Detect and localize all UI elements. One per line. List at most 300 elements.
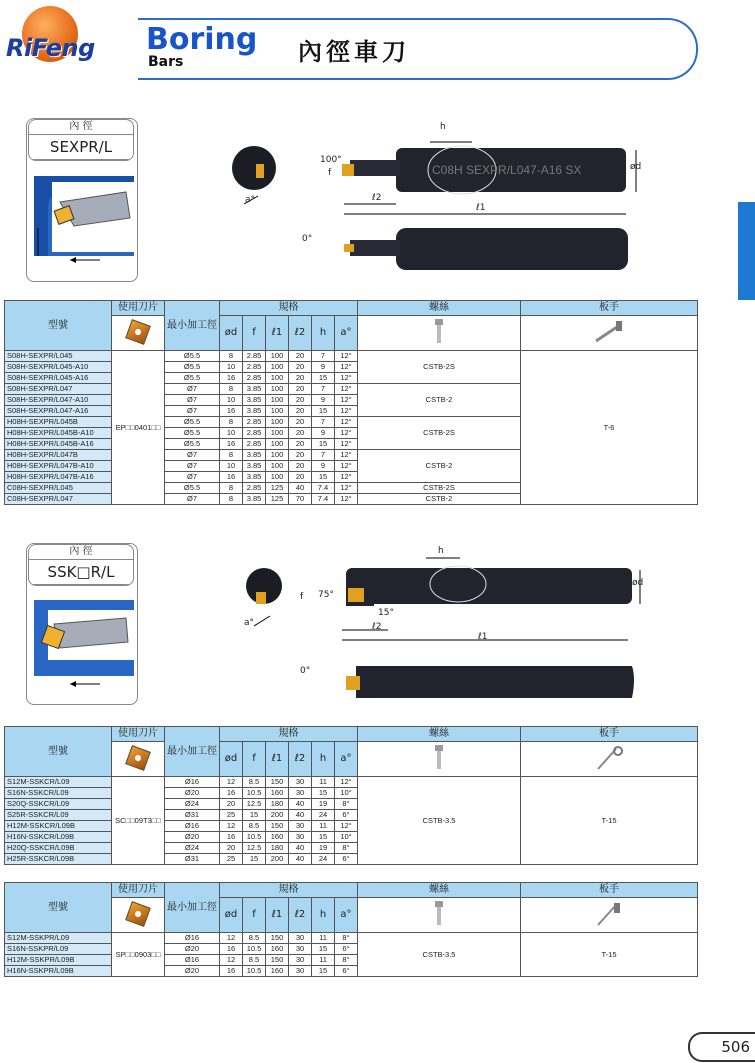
col-l1: ℓ1 xyxy=(266,898,289,933)
wrench-icon-cell-3 xyxy=(521,898,698,933)
spec-cell: 12° xyxy=(335,406,358,417)
bar-marking: C08H SEXPR/L047-A16 SX xyxy=(432,163,582,177)
spec-cell: 10 xyxy=(220,395,243,406)
spec-cell: 9 xyxy=(312,395,335,406)
page-title: Boring xyxy=(146,22,258,57)
col-a: a° xyxy=(335,898,358,933)
min-bore-cell: Ø24 xyxy=(165,843,220,854)
spec-cell: 11 xyxy=(312,933,335,944)
model-cell: S25R-SSKCR/L09 xyxy=(5,810,112,821)
spec-cell: 25 xyxy=(220,810,243,821)
section-tab xyxy=(738,202,755,300)
screw-cell: CSTB-3.5 xyxy=(358,933,521,977)
spec-table-sexpr xyxy=(4,300,698,505)
min-bore-cell: Ø16 xyxy=(165,777,220,788)
spec-cell: 7 xyxy=(312,417,335,428)
spec-cell: 100 xyxy=(266,472,289,483)
spec-cell: 15 xyxy=(312,832,335,843)
spec-cell: 2.85 xyxy=(243,351,266,362)
spec-cell: 16 xyxy=(220,472,243,483)
spec-cell: 12° xyxy=(335,384,358,395)
application-illustration-2 xyxy=(30,596,134,700)
screw-cell: CSTB-2 xyxy=(358,384,521,417)
spec-cell: 12° xyxy=(335,362,358,373)
dim-l1-2: ℓ1 xyxy=(478,632,488,642)
spec-cell: 11 xyxy=(312,821,335,832)
spec-cell: 16 xyxy=(220,832,243,843)
col-wrench: 板手 xyxy=(521,301,698,316)
model-cell: H08H-SEXPR/L047B-A16 xyxy=(5,472,112,483)
spec-cell: 20 xyxy=(289,428,312,439)
page-subtitle: Bars xyxy=(148,54,184,70)
spec-cell: 20 xyxy=(289,406,312,417)
spec-cell: 20 xyxy=(289,362,312,373)
col-min-bore: 最小加工徑 xyxy=(165,301,220,351)
col-spec-3: 規格 xyxy=(220,883,358,898)
type-caption: 內 徑 xyxy=(29,120,133,135)
col-l2: ℓ2 xyxy=(289,316,312,351)
screw-icon xyxy=(432,901,446,927)
dim-l2: ℓ2 xyxy=(372,193,382,203)
spec-cell: 8 xyxy=(220,483,243,494)
spec-cell: 8.5 xyxy=(243,777,266,788)
type-label-box xyxy=(28,119,134,161)
min-bore-cell: Ø20 xyxy=(165,966,220,977)
spec-cell: 20 xyxy=(289,450,312,461)
spec-cell: 2.85 xyxy=(243,439,266,450)
spec-cell: 100 xyxy=(266,362,289,373)
insert-icon-cell xyxy=(112,316,165,351)
col-model-2: 型號 xyxy=(5,727,112,777)
dim-h: h xyxy=(440,122,446,132)
col-screw-3: 螺絲 xyxy=(358,883,521,898)
spec-cell: 12° xyxy=(335,777,358,788)
spec-cell: 12 xyxy=(220,933,243,944)
wrench-cell: T-15 xyxy=(521,933,698,977)
spec-cell: 160 xyxy=(266,966,289,977)
dim-h-2: h xyxy=(438,546,444,556)
spec-cell: 7.4 xyxy=(312,494,335,505)
wrench-icon xyxy=(592,901,626,927)
spec-cell: 2.85 xyxy=(243,362,266,373)
min-bore-cell: Ø16 xyxy=(165,821,220,832)
model-cell: H08H-SEXPR/L045B xyxy=(5,417,112,428)
model-cell: H08H-SEXPR/L047B-A10 xyxy=(5,461,112,472)
spec-cell: 12° xyxy=(335,461,358,472)
spec-cell: 15 xyxy=(243,810,266,821)
spec-cell: 10° xyxy=(335,832,358,843)
insert-icon xyxy=(125,901,151,927)
spec-cell: 3.85 xyxy=(243,384,266,395)
spec-cell: 16 xyxy=(220,788,243,799)
screw-cell: CSTB-2S xyxy=(358,417,521,450)
spec-cell: 15 xyxy=(312,406,335,417)
model-cell: S16N-SSKCR/L09 xyxy=(5,788,112,799)
col-f: f xyxy=(243,898,266,933)
col-wrench-3: 板手 xyxy=(521,883,698,898)
table3-body xyxy=(5,933,698,977)
spec-cell: 150 xyxy=(266,933,289,944)
dim-l2-2: ℓ2 xyxy=(372,622,382,632)
col-insert-2: 使用刀片 xyxy=(112,727,165,742)
spec-cell: 20 xyxy=(220,843,243,854)
screw-icon-cell-2 xyxy=(358,742,521,777)
spec-cell: 8.5 xyxy=(243,821,266,832)
model-cell: S08H-SEXPR/L045-A16 xyxy=(5,373,112,384)
col-screw-2: 螺絲 xyxy=(358,727,521,742)
col-h: h xyxy=(312,316,335,351)
col-h: h xyxy=(312,898,335,933)
spec-cell: 15 xyxy=(312,788,335,799)
dim-d: ød xyxy=(630,162,642,172)
col-insert-3: 使用刀片 xyxy=(112,883,165,898)
spec-cell: 180 xyxy=(266,799,289,810)
spec-cell: 8 xyxy=(220,384,243,395)
spec-cell: 20 xyxy=(289,417,312,428)
spec-cell: 6° xyxy=(335,854,358,865)
dim-l1: ℓ1 xyxy=(476,203,486,213)
spec-cell: 30 xyxy=(289,944,312,955)
page-title-chinese: 內徑車刀 xyxy=(298,38,410,66)
spec-cell: 40 xyxy=(289,854,312,865)
spec-cell: 30 xyxy=(289,777,312,788)
insert-cell: SC□□09T3□□ xyxy=(112,777,165,865)
spec-cell: 100 xyxy=(266,384,289,395)
spec-cell: 30 xyxy=(289,966,312,977)
spec-cell: 8° xyxy=(335,955,358,966)
col-insert: 使用刀片 xyxy=(112,301,165,316)
table-row xyxy=(5,933,698,944)
spec-cell: 100 xyxy=(266,450,289,461)
min-bore-cell: Ø7 xyxy=(165,450,220,461)
spec-cell: 40 xyxy=(289,810,312,821)
model-cell: C08H-SEXPR/L047 xyxy=(5,494,112,505)
spec-cell: 8 xyxy=(220,494,243,505)
type-name-2: SSK□R/L xyxy=(29,560,133,585)
spec-cell: 100 xyxy=(266,373,289,384)
spec-cell: 12° xyxy=(335,351,358,362)
angle-label: a° xyxy=(245,195,256,205)
insert-icon-cell-3 xyxy=(112,898,165,933)
insert-icon-cell-2 xyxy=(112,742,165,777)
spec-cell: 125 xyxy=(266,483,289,494)
spec-cell: 70 xyxy=(289,494,312,505)
spec-cell: 3.85 xyxy=(243,472,266,483)
spec-cell: 10 xyxy=(220,362,243,373)
spec-cell: 150 xyxy=(266,955,289,966)
min-bore-cell: Ø7 xyxy=(165,472,220,483)
spec-cell: 10 xyxy=(220,428,243,439)
spec-cell: 200 xyxy=(266,854,289,865)
col-l1: ℓ1 xyxy=(266,316,289,351)
dim-f: f xyxy=(328,168,332,178)
spec-cell: 40 xyxy=(289,843,312,854)
spec-cell: 160 xyxy=(266,944,289,955)
table-row xyxy=(5,777,698,788)
spec-cell: 12.5 xyxy=(243,799,266,810)
type-name: SEXPR/L xyxy=(29,135,133,160)
model-cell: S08H-SEXPR/L047 xyxy=(5,384,112,395)
model-cell: H08H-SEXPR/L045B-A10 xyxy=(5,428,112,439)
angle-100: 100° xyxy=(320,155,342,165)
min-bore-cell: Ø7 xyxy=(165,384,220,395)
min-bore-cell: Ø7 xyxy=(165,395,220,406)
spec-cell: 11 xyxy=(312,777,335,788)
wrench-cell: T-6 xyxy=(521,351,698,505)
min-bore-cell: Ø7 xyxy=(165,494,220,505)
min-bore-cell: Ø31 xyxy=(165,810,220,821)
spec-cell: 7 xyxy=(312,384,335,395)
spec-cell: 8 xyxy=(220,417,243,428)
spec-cell: 15 xyxy=(312,439,335,450)
insert-icon xyxy=(125,319,151,345)
model-cell: S08H-SEXPR/L045-A10 xyxy=(5,362,112,373)
insert-cell: SP□□0903□□ xyxy=(112,933,165,977)
spec-cell: 16 xyxy=(220,944,243,955)
spec-cell: 16 xyxy=(220,966,243,977)
model-cell: H12M-SSKCR/L09B xyxy=(5,821,112,832)
min-bore-cell: Ø16 xyxy=(165,955,220,966)
spec-cell: 16 xyxy=(220,406,243,417)
min-bore-cell: Ø20 xyxy=(165,832,220,843)
angle-zero: 0° xyxy=(302,234,313,244)
model-cell: S08H-SEXPR/L047-A10 xyxy=(5,395,112,406)
min-bore-cell: Ø5.5 xyxy=(165,417,220,428)
col-model-3: 型號 xyxy=(5,883,112,933)
spec-cell: 7 xyxy=(312,450,335,461)
spec-cell: 180 xyxy=(266,843,289,854)
spec-cell: 12 xyxy=(220,821,243,832)
spec-cell: 10.5 xyxy=(243,788,266,799)
spec-cell: 2.85 xyxy=(243,428,266,439)
spec-cell: 20 xyxy=(289,439,312,450)
spec-cell: 12 xyxy=(220,777,243,788)
type-caption-2: 內 徑 xyxy=(29,545,133,560)
col-f: f xyxy=(243,742,266,777)
col-screw: 螺絲 xyxy=(358,301,521,316)
spec-cell: 40 xyxy=(289,799,312,810)
spec-cell: 25 xyxy=(220,854,243,865)
spec-cell: 16 xyxy=(220,439,243,450)
col-d: ød xyxy=(220,316,243,351)
side-view-illustration-2 xyxy=(300,548,650,718)
col-model: 型號 xyxy=(5,301,112,351)
insert-cell: EP□□0401□□ xyxy=(112,351,165,505)
screw-icon-cell xyxy=(358,316,521,351)
spec-cell: 15 xyxy=(243,854,266,865)
col-a: a° xyxy=(335,316,358,351)
spec-cell: 12° xyxy=(335,483,358,494)
min-bore-cell: Ø31 xyxy=(165,854,220,865)
side-view-illustration xyxy=(300,120,650,290)
spec-table-sskpr xyxy=(4,882,698,977)
screw-cell: CSTB-3.5 xyxy=(358,777,521,865)
col-d: ød xyxy=(220,898,243,933)
spec-cell: 12° xyxy=(335,373,358,384)
dim-f-2: f xyxy=(300,592,304,602)
spec-cell: 24 xyxy=(312,854,335,865)
spec-cell: 9 xyxy=(312,461,335,472)
spec-cell: 40 xyxy=(289,483,312,494)
screw-icon xyxy=(432,319,446,345)
spec-cell: 20 xyxy=(220,799,243,810)
spec-cell: 20 xyxy=(289,461,312,472)
spec-cell: 30 xyxy=(289,788,312,799)
model-cell: H20Q-SSKCR/L09B xyxy=(5,843,112,854)
min-bore-cell: Ø5.5 xyxy=(165,428,220,439)
spec-cell: 9 xyxy=(312,428,335,439)
spec-cell: 150 xyxy=(266,821,289,832)
spec-cell: 20 xyxy=(289,472,312,483)
spec-cell: 12° xyxy=(335,417,358,428)
min-bore-cell: Ø5.5 xyxy=(165,439,220,450)
screw-cell: CSTB-2S xyxy=(358,351,521,384)
col-l2: ℓ2 xyxy=(289,742,312,777)
spec-cell: 10.5 xyxy=(243,832,266,843)
spec-cell: 3.85 xyxy=(243,450,266,461)
application-illustration xyxy=(30,168,134,276)
spec-cell: 12.5 xyxy=(243,843,266,854)
wrench-cell: T-15 xyxy=(521,777,698,865)
screw-icon xyxy=(432,745,446,771)
min-bore-cell: Ø16 xyxy=(165,933,220,944)
spec-cell: 15 xyxy=(312,472,335,483)
spec-cell: 100 xyxy=(266,439,289,450)
table2-body xyxy=(5,777,698,865)
spec-table-sskcr xyxy=(4,726,698,865)
spec-cell: 30 xyxy=(289,955,312,966)
spec-cell: 20 xyxy=(289,373,312,384)
col-spec-2: 規格 xyxy=(220,727,358,742)
screw-cell: CSTB-2 xyxy=(358,450,521,483)
spec-cell: 10.5 xyxy=(243,944,266,955)
spec-cell: 19 xyxy=(312,799,335,810)
spec-cell: 125 xyxy=(266,494,289,505)
min-bore-cell: Ø5.5 xyxy=(165,362,220,373)
spec-cell: 30 xyxy=(289,933,312,944)
spec-cell: 150 xyxy=(266,777,289,788)
angle-75: 75° xyxy=(318,590,334,600)
spec-cell: 100 xyxy=(266,351,289,362)
col-wrench-2: 板手 xyxy=(521,727,698,742)
spec-cell: 160 xyxy=(266,832,289,843)
table1-body xyxy=(5,351,698,505)
spec-cell: 8° xyxy=(335,799,358,810)
spec-cell: 12° xyxy=(335,395,358,406)
spec-cell: 7.4 xyxy=(312,483,335,494)
spec-cell: 2.85 xyxy=(243,417,266,428)
min-bore-cell: Ø7 xyxy=(165,461,220,472)
model-cell: S12M-SSKCR/L09 xyxy=(5,777,112,788)
wrench-icon xyxy=(592,319,626,345)
min-bore-cell: Ø5.5 xyxy=(165,373,220,384)
spec-cell: 7 xyxy=(312,351,335,362)
spec-cell: 3.85 xyxy=(243,406,266,417)
table-row xyxy=(5,351,698,362)
spec-cell: 6° xyxy=(335,810,358,821)
spec-cell: 8.5 xyxy=(243,933,266,944)
spec-cell: 3.85 xyxy=(243,461,266,472)
spec-cell: 20 xyxy=(289,384,312,395)
screw-cell: CSTB-2S xyxy=(358,483,521,494)
col-min-bore-2: 最小加工徑 xyxy=(165,727,220,777)
model-cell: S16N-SSKPR/L09 xyxy=(5,944,112,955)
wrench-icon xyxy=(592,745,626,771)
spec-cell: 19 xyxy=(312,843,335,854)
angle-15: 15° xyxy=(378,608,394,618)
model-cell: S20Q-SSKCR/L09 xyxy=(5,799,112,810)
type-label-box-2 xyxy=(28,544,134,586)
spec-cell: 8 xyxy=(220,450,243,461)
page-number: 506 xyxy=(688,1032,755,1062)
spec-cell: 8.5 xyxy=(243,955,266,966)
col-a: a° xyxy=(335,742,358,777)
model-cell: S08H-SEXPR/L047-A16 xyxy=(5,406,112,417)
logo: RiFeng xyxy=(6,34,95,62)
model-cell: H08H-SEXPR/L047B xyxy=(5,450,112,461)
spec-cell: 20 xyxy=(289,395,312,406)
col-l2: ℓ2 xyxy=(289,898,312,933)
spec-cell: 16 xyxy=(220,373,243,384)
col-spec: 規格 xyxy=(220,301,358,316)
spec-cell: 8 xyxy=(220,351,243,362)
spec-cell: 2.85 xyxy=(243,483,266,494)
model-cell: H25R-SSKCR/L09B xyxy=(5,854,112,865)
angle-label-2: a° xyxy=(244,618,255,628)
model-cell: H16N-SSKCR/L09B xyxy=(5,832,112,843)
model-cell: C08H-SEXPR/L045 xyxy=(5,483,112,494)
min-bore-cell: Ø5.5 xyxy=(165,351,220,362)
spec-cell: 8° xyxy=(335,843,358,854)
model-cell: H16N-SSKPR/L09B xyxy=(5,966,112,977)
min-bore-cell: Ø20 xyxy=(165,944,220,955)
spec-cell: 2.85 xyxy=(243,373,266,384)
spec-cell: 100 xyxy=(266,395,289,406)
spec-cell: 9 xyxy=(312,362,335,373)
spec-cell: 12° xyxy=(335,494,358,505)
min-bore-cell: Ø7 xyxy=(165,406,220,417)
col-d: ød xyxy=(220,742,243,777)
insert-icon xyxy=(125,745,151,771)
col-h: h xyxy=(312,742,335,777)
col-f: f xyxy=(243,316,266,351)
model-cell: H08H-SEXPR/L045B-A16 xyxy=(5,439,112,450)
spec-cell: 10 xyxy=(220,461,243,472)
spec-cell: 10.5 xyxy=(243,966,266,977)
spec-cell: 100 xyxy=(266,406,289,417)
spec-cell: 3.85 xyxy=(243,395,266,406)
col-min-bore-3: 最小加工徑 xyxy=(165,883,220,933)
spec-cell: 10° xyxy=(335,788,358,799)
model-cell: S12M-SSKPR/L09 xyxy=(5,933,112,944)
screw-icon-cell-3 xyxy=(358,898,521,933)
spec-cell: 12 xyxy=(220,955,243,966)
spec-cell: 100 xyxy=(266,428,289,439)
spec-cell: 11 xyxy=(312,955,335,966)
min-bore-cell: Ø5.5 xyxy=(165,483,220,494)
spec-cell: 6° xyxy=(335,966,358,977)
spec-cell: 6° xyxy=(335,944,358,955)
min-bore-cell: Ø24 xyxy=(165,799,220,810)
wrench-icon-cell-2 xyxy=(521,742,698,777)
screw-cell: CSTB-2 xyxy=(358,494,521,505)
spec-cell: 15 xyxy=(312,373,335,384)
spec-cell: 12° xyxy=(335,472,358,483)
spec-cell: 15 xyxy=(312,944,335,955)
wrench-icon-cell xyxy=(521,316,698,351)
dim-d-2: ød xyxy=(632,578,644,588)
spec-cell: 15 xyxy=(312,966,335,977)
